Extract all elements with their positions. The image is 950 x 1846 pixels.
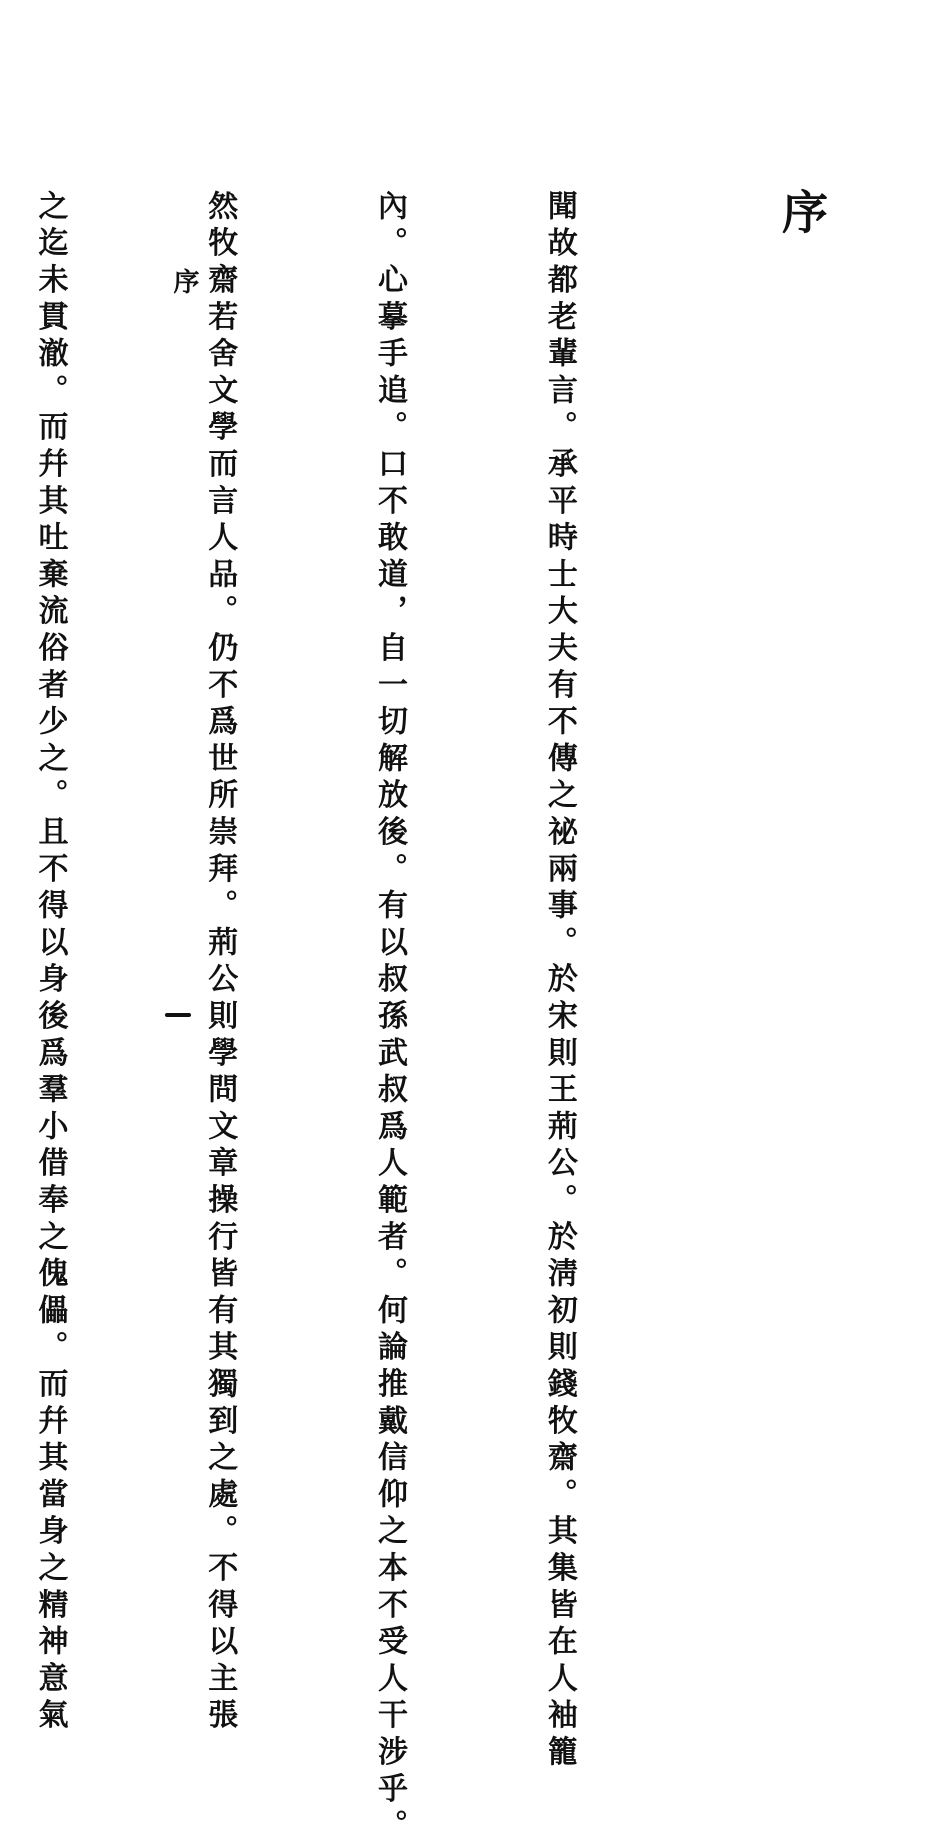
text-column: 內。心摹手追。口不敢道，自一切解放後。有以叔孫武叔爲人範者。何論推戴信仰之本不受人干涉乎。 — [372, 190, 408, 1846]
text-column: 之迄未貫澈。而幷其吐棄流俗者少之。且不得以身後爲羣小借奉之傀儡。而幷其當身之精神意氣 — [32, 190, 68, 1736]
text-column: 然牧齋若舍文學而言人品。仍不爲世所崇拜。荊公則學問文章操行皆有其獨到之處。不得以主張 — [202, 190, 238, 1736]
preface-body — [32, 190, 700, 1846]
preface-title: 序 — [775, 188, 829, 234]
running-head: 序 — [169, 268, 199, 294]
page-number-glyph — [165, 1013, 191, 1017]
page-number — [164, 1000, 192, 1030]
text-column: 聞故都老輩言。承平時士大夫有不傳之祕兩事。於宋則王荊公。於淸初則錢牧齋。其集皆在人袖籠 — [541, 190, 577, 1773]
